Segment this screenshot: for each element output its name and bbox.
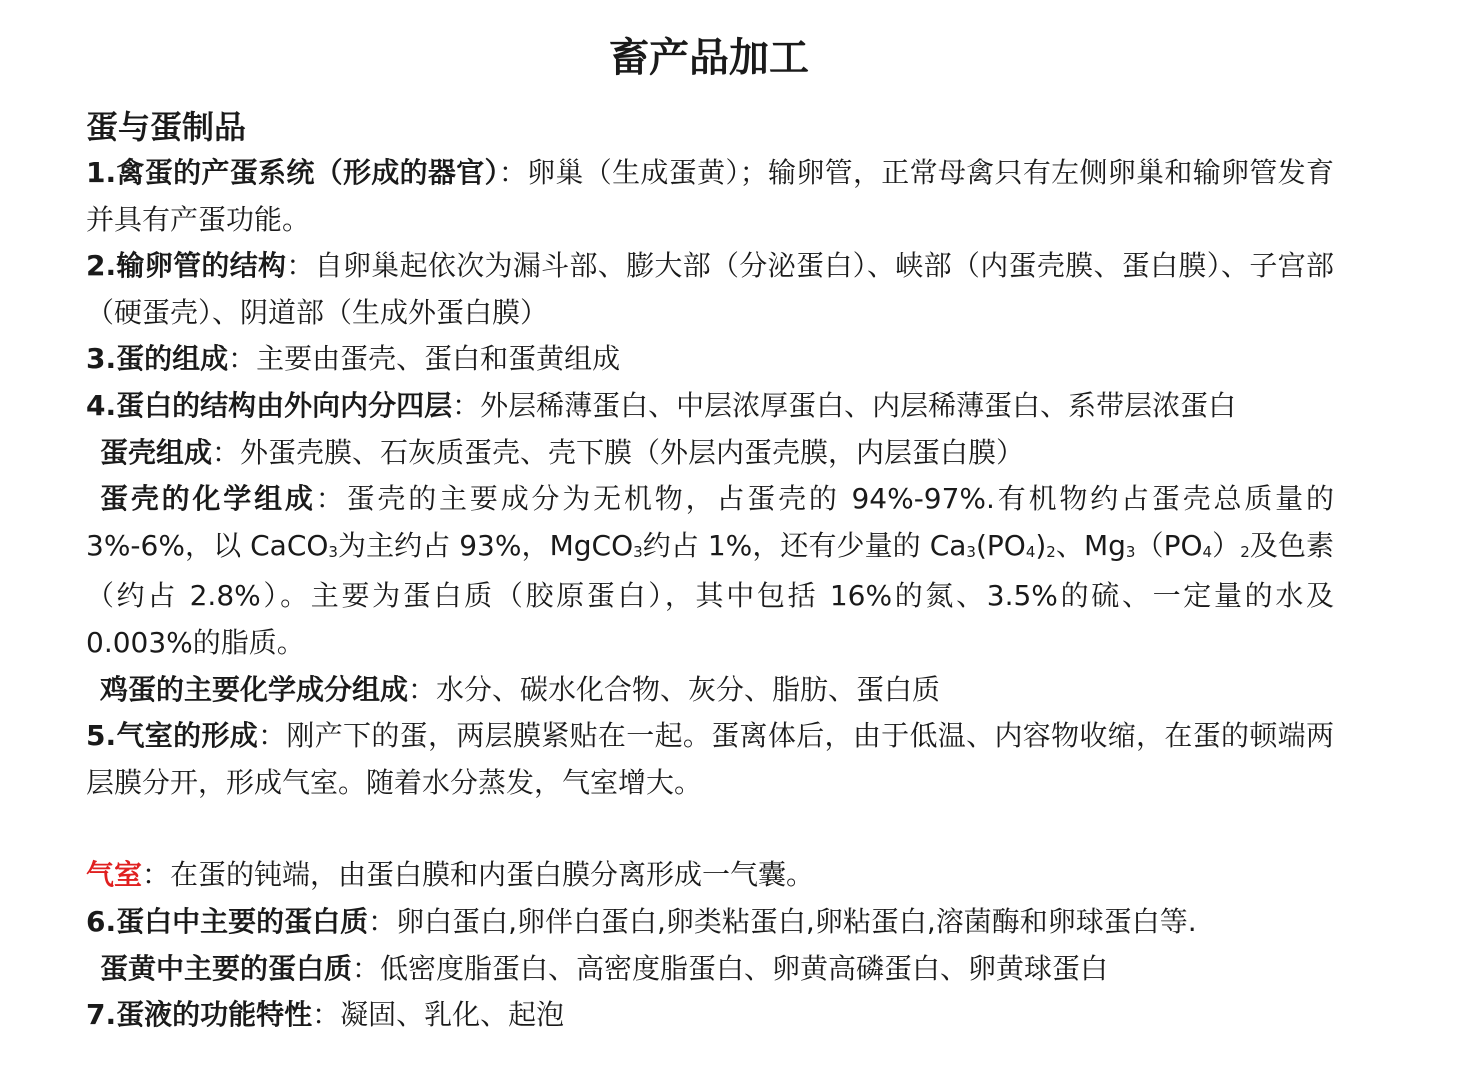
paragraph-text: ：蛋壳的主要成分为无机物，占蛋壳的 94%-97%.有机物约占蛋壳总质量的 3%-6%，以 CaCO [86,482,1334,562]
subscript: 4 [1025,542,1036,561]
paragraph-text: ：卵巢（生成蛋黄）；输卵管，正常母禽只有左侧卵巢和输卵管发育并具有产蛋功能。 [86,156,1334,236]
paragraph-shell-chemistry [86,476,1334,666]
paragraph-label: 7.蛋液的功能特性 [86,998,313,1032]
paragraph-albumen-layers [86,383,1334,430]
paragraph-albumen-proteins [86,899,1334,946]
paragraph-text: ：水分、碳水化合物、灰分、脂肪、蛋白质 [408,672,941,706]
subscript: 3 [328,542,338,561]
paragraph-air-cell-formation [86,713,1334,806]
paragraph-text: ) [1035,528,1047,562]
paragraph-label: 4.蛋白的结构由外向内分四层 [86,388,453,422]
paragraph-text: ） [1212,528,1241,562]
paragraph-label: 蛋壳的化学组成 [100,482,316,516]
document-body [86,104,1334,1039]
subscript: 3 [1125,542,1136,561]
subscript: 2 [1046,542,1056,561]
paragraph-label: 5.气室的形成 [86,719,259,753]
paragraph-text: （PO [1135,528,1203,562]
paragraph-text: ：主要由蛋壳、蛋白和蛋黄组成 [228,342,621,376]
paragraph-text: ：在蛋的钝端，由蛋白膜和内蛋白膜分离形成一气囊。 [142,858,815,892]
page-title: 畜产品加工 [609,35,809,81]
highlight-label: 气室 [86,858,143,892]
section-heading: 蛋与蛋制品 [86,108,247,146]
paragraph-text: 、Mg [1055,528,1126,562]
paragraph-shell-composition [86,430,1334,477]
paragraph-label: 2.输卵管的结构 [86,249,287,283]
paragraph-label: 6.蛋白中主要的蛋白质 [86,904,369,938]
paragraph-label: 3.蛋的组成 [86,342,229,376]
paragraph-text: ：外蛋壳膜、石灰质蛋壳、壳下膜（外层内蛋壳膜，内层蛋白膜） [212,435,1025,469]
blank-line [86,806,1334,852]
paragraph-label: 鸡蛋的主要化学成分组成 [100,672,409,706]
paragraph-text: ：自卵巢起依次为漏斗部、膨大部（分泌蛋白）、峡部（内蛋壳膜、蛋白膜）、子宫部（硬蛋壳）、阴道部（生成外蛋白膜） [86,249,1334,329]
paragraph-text: 为主约占 93%，MgCO [337,528,634,562]
paragraph-egg-liquid-function [86,992,1334,1039]
paragraph-oviduct-structure [86,243,1334,336]
paragraph-text: ：刚产下的蛋，两层膜紧贴在一起。蛋离体后，由于低温、内容物收缩，在蛋的顿端两层膜分开，形成气室。随着水分蒸发，气室增大。 [86,719,1334,799]
paragraph-text: 约占 1%，还有少量的 Ca [642,528,967,562]
paragraph-air-cell [86,852,1334,899]
paragraph-label: 蛋壳组成 [100,435,213,469]
paragraph-text: ：外层稀薄蛋白、中层浓厚蛋白、内层稀薄蛋白、系带层浓蛋白 [452,388,1237,422]
paragraph-text: ：低密度脂蛋白、高密度脂蛋白、卵黄高磷蛋白、卵黄球蛋白 [352,951,1109,985]
paragraph-text: ：卵白蛋白,卵伴白蛋白,卵类粘蛋白,卵粘蛋白,溶菌酶和卵球蛋白等. [368,904,1197,938]
paragraph-text: 及色素（约占 2.8%）。主要为蛋白质（胶原蛋白），其中包括 16%的氮、3.5%的硫、一定量的水及 0.003%的脂质。 [86,528,1334,659]
subscript: 3 [633,542,643,561]
paragraph-text: ：凝固、乳化、起泡 [312,998,565,1032]
paragraph-text: (PO [975,528,1026,562]
subscript: 3 [966,542,976,561]
subscript: 2 [1240,542,1250,561]
paragraph-egg-chemistry [86,667,1334,714]
paragraph-label: 蛋黄中主要的蛋白质 [100,951,353,985]
paragraph-egg-composition [86,336,1334,383]
paragraph-egg-system [86,150,1334,243]
paragraph-label: 1.禽蛋的产蛋系统（形成的器官） [86,156,499,189]
subscript: 4 [1202,542,1213,561]
paragraph-yolk-proteins [86,946,1334,993]
